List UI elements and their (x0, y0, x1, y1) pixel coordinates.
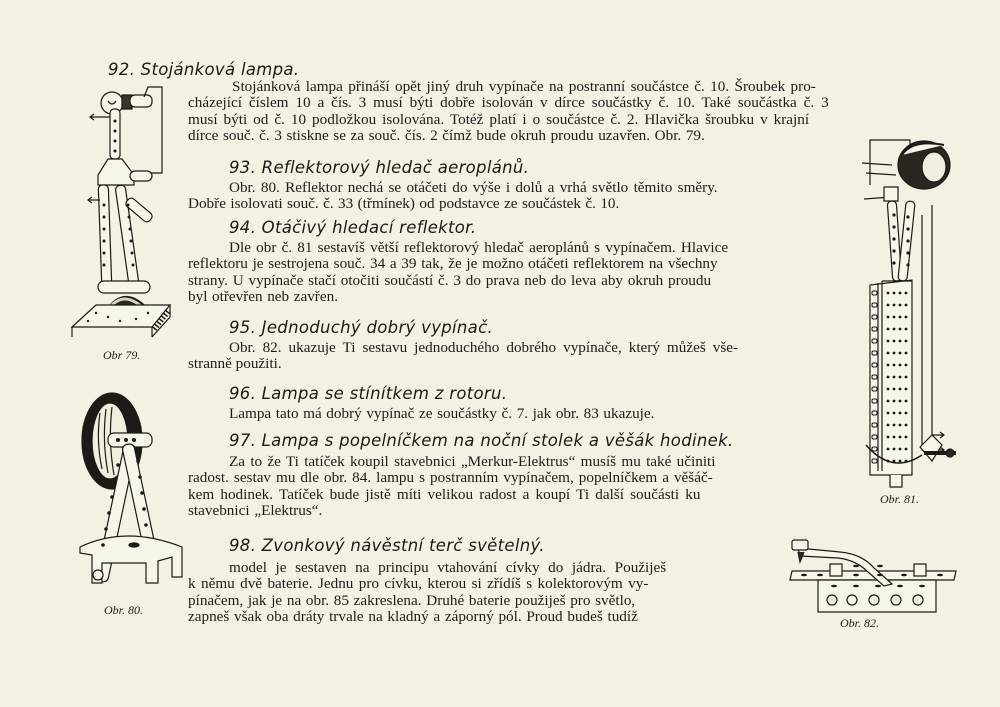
plate-hole (905, 436, 908, 439)
text-line: cházející číslem 10 a čís. 3 musí býti dobře isolován v dírce součástky č. 10. Také součástka č. 3 (188, 94, 829, 112)
figure-81-rotating-searchlight (852, 135, 962, 490)
figure-82-caption: Obr. 82. (840, 616, 880, 630)
plate-hole (893, 292, 896, 295)
plate-hole (905, 328, 908, 331)
plate-hole (887, 436, 890, 439)
plate-hole (905, 352, 908, 355)
plate-hole (887, 424, 890, 427)
plate-hole (899, 364, 902, 367)
plate-hole (893, 388, 896, 391)
plate-hole (899, 292, 902, 295)
plate-hole (899, 412, 902, 415)
figure-79-standing-lamp (66, 85, 176, 345)
plate-hole (905, 412, 908, 415)
plate-hole (893, 340, 896, 343)
plate-hole (887, 400, 890, 403)
text-line: strany. U vypínače stačí otočiti součástí č. 3 do prava neb do leva aby okruh proudu (188, 271, 712, 289)
plate-hole (899, 328, 902, 331)
text-line: k němu dvě baterie. Jednu pro cívku, kterou si zřídíš s kolektorovým vy- (188, 575, 649, 593)
section-94-text (188, 240, 728, 306)
text-line: stavebnici „Elektrus“. (188, 502, 323, 520)
plate-hole (887, 364, 890, 367)
plate-hole (893, 352, 896, 355)
plate-hole (887, 316, 890, 319)
text-line: Obr. 80. Reflektor nechá se otáčeti do výše i dolů a vrhá světlo těmito směry. (229, 179, 718, 196)
text-line: reflektoru je sestrojena souč. 34 a 39 tak, že je možno otáčeti reflektorem na všechny (188, 255, 718, 273)
plate-hole (905, 304, 908, 307)
text-line: Lampa tato má dobrý vypínač ze součástky č. 7. jak obr. 83 ukazuje. (229, 405, 655, 422)
plate-hole (893, 364, 896, 367)
text-line: zapneš však oba dráty trvale na kladný a záporný pól. Proud budeš tudíž (188, 608, 638, 626)
plate-hole (905, 340, 908, 343)
plate-hole (899, 316, 902, 319)
plate-hole (887, 328, 890, 331)
section-95-heading: 95. Jednoduchý dobrý vypínač. (229, 318, 494, 337)
plate-hole (905, 376, 908, 379)
section-92-heading: 92. Stojánková lampa. (108, 60, 300, 79)
plate-hole (899, 424, 902, 427)
figure-82-simple-switch (780, 528, 960, 618)
plate-hole (899, 388, 902, 391)
text-line: pínačem, jak je na obr. 85 zakreslena. Druhé baterie použiješ pro světlo, (188, 591, 636, 609)
plate-hole (893, 448, 896, 451)
text-line: radost. sestav mu dle obr. 84. lampu s postranním vypínačem, popelníčkem a věšáč- (188, 469, 713, 487)
section-93-text (188, 180, 718, 213)
section-98-heading: 98. Zvonkový návěstní terč světelný. (229, 536, 545, 555)
plate-hole (899, 460, 902, 463)
section-96-text (188, 406, 654, 422)
section-96-heading: 96. Lampa se stínítkem z rotoru. (229, 384, 508, 403)
plate-hole (887, 412, 890, 415)
figure-81-caption: Obr. 81. (880, 492, 920, 506)
section-93-heading: 93. Reflektorový hledač aeroplánů. (229, 158, 530, 177)
plate-hole (893, 412, 896, 415)
section-95-text (188, 340, 738, 373)
figure-80-caption: Obr. 80. (104, 603, 144, 617)
plate-hole (905, 448, 908, 451)
plate-hole (899, 352, 902, 355)
plate-hole (893, 424, 896, 427)
text-line: stranně použiti. (188, 355, 282, 373)
section-94-heading: 94. Otáčivý hledací reflektor. (229, 218, 477, 237)
section-98-text (188, 560, 666, 626)
plate-hole (899, 448, 902, 451)
plate-hole (905, 316, 908, 319)
section-92-text (188, 79, 829, 145)
text-line: Stojánková lampa přináší opět jiný druh vypínače na postranní součástce č. 10. Šroubek pro- (232, 78, 816, 95)
plate-hole (899, 400, 902, 403)
section-97-heading: 97. Lampa s popelníčkem na noční stolek a věšák hodinek. (229, 431, 734, 450)
plate-hole (905, 400, 908, 403)
plate-hole (893, 328, 896, 331)
plate-hole (905, 388, 908, 391)
plate-hole (887, 340, 890, 343)
plate-hole (899, 340, 902, 343)
plate-hole (905, 424, 908, 427)
plate-hole (905, 460, 908, 463)
text-line: Za to že Ti tatíček koupil stavebnici „Merkur-Elektrus“ musíš mu také učiniti (229, 453, 716, 470)
plate-hole (893, 400, 896, 403)
figure-80-searchlight (72, 385, 192, 595)
text-line: model je sestaven na principu vtahování cívky do jádra. Použiješ (229, 559, 667, 576)
plate-hole (887, 292, 890, 295)
plate-hole (893, 304, 896, 307)
plate-hole (905, 292, 908, 295)
plate-hole (893, 436, 896, 439)
plate-hole (893, 376, 896, 379)
plate-hole (899, 304, 902, 307)
plate-hole (899, 376, 902, 379)
plate-hole (905, 364, 908, 367)
text-line: musí býti od č. 10 podložkou isolována. Totéž platí i o součástce č. 2. Hlavička šroubku v krajní (188, 110, 810, 128)
plate-hole (887, 352, 890, 355)
section-97-text (188, 454, 715, 520)
plate-hole (899, 436, 902, 439)
plate-hole (887, 376, 890, 379)
text-line: dírce souč. č. 3 stiskne se za souč. čís. 2 čímž bude okruh proudu uzavřen. Obr. 79. (188, 127, 705, 145)
text-line: kem hodinek. Tatíček bude jistě míti velikou radost a koupí Ti další součásti ku (188, 485, 701, 503)
plate-hole (887, 448, 890, 451)
text-line: Obr. 82. ukazuje Ti sestavu jednoduchého dobrého vypínače, který můžeš vše- (229, 339, 739, 356)
plate-hole (887, 460, 890, 463)
text-line: Dle obr č. 81 sestavíš větší reflektorový hledač aeroplánů s vypínačem. Hlavice (229, 239, 729, 256)
figure-79-caption: Obr 79. (103, 348, 141, 362)
plate-hole (893, 460, 896, 463)
plate-hole (887, 304, 890, 307)
plate-hole (893, 316, 896, 319)
text-line: byl otřevřen neb zavřen. (188, 288, 338, 306)
plate-hole (887, 388, 890, 391)
text-line: Dobře isolovati souč. č. 33 (třmínek) od podstavce ze součástek č. 10. (188, 195, 620, 213)
